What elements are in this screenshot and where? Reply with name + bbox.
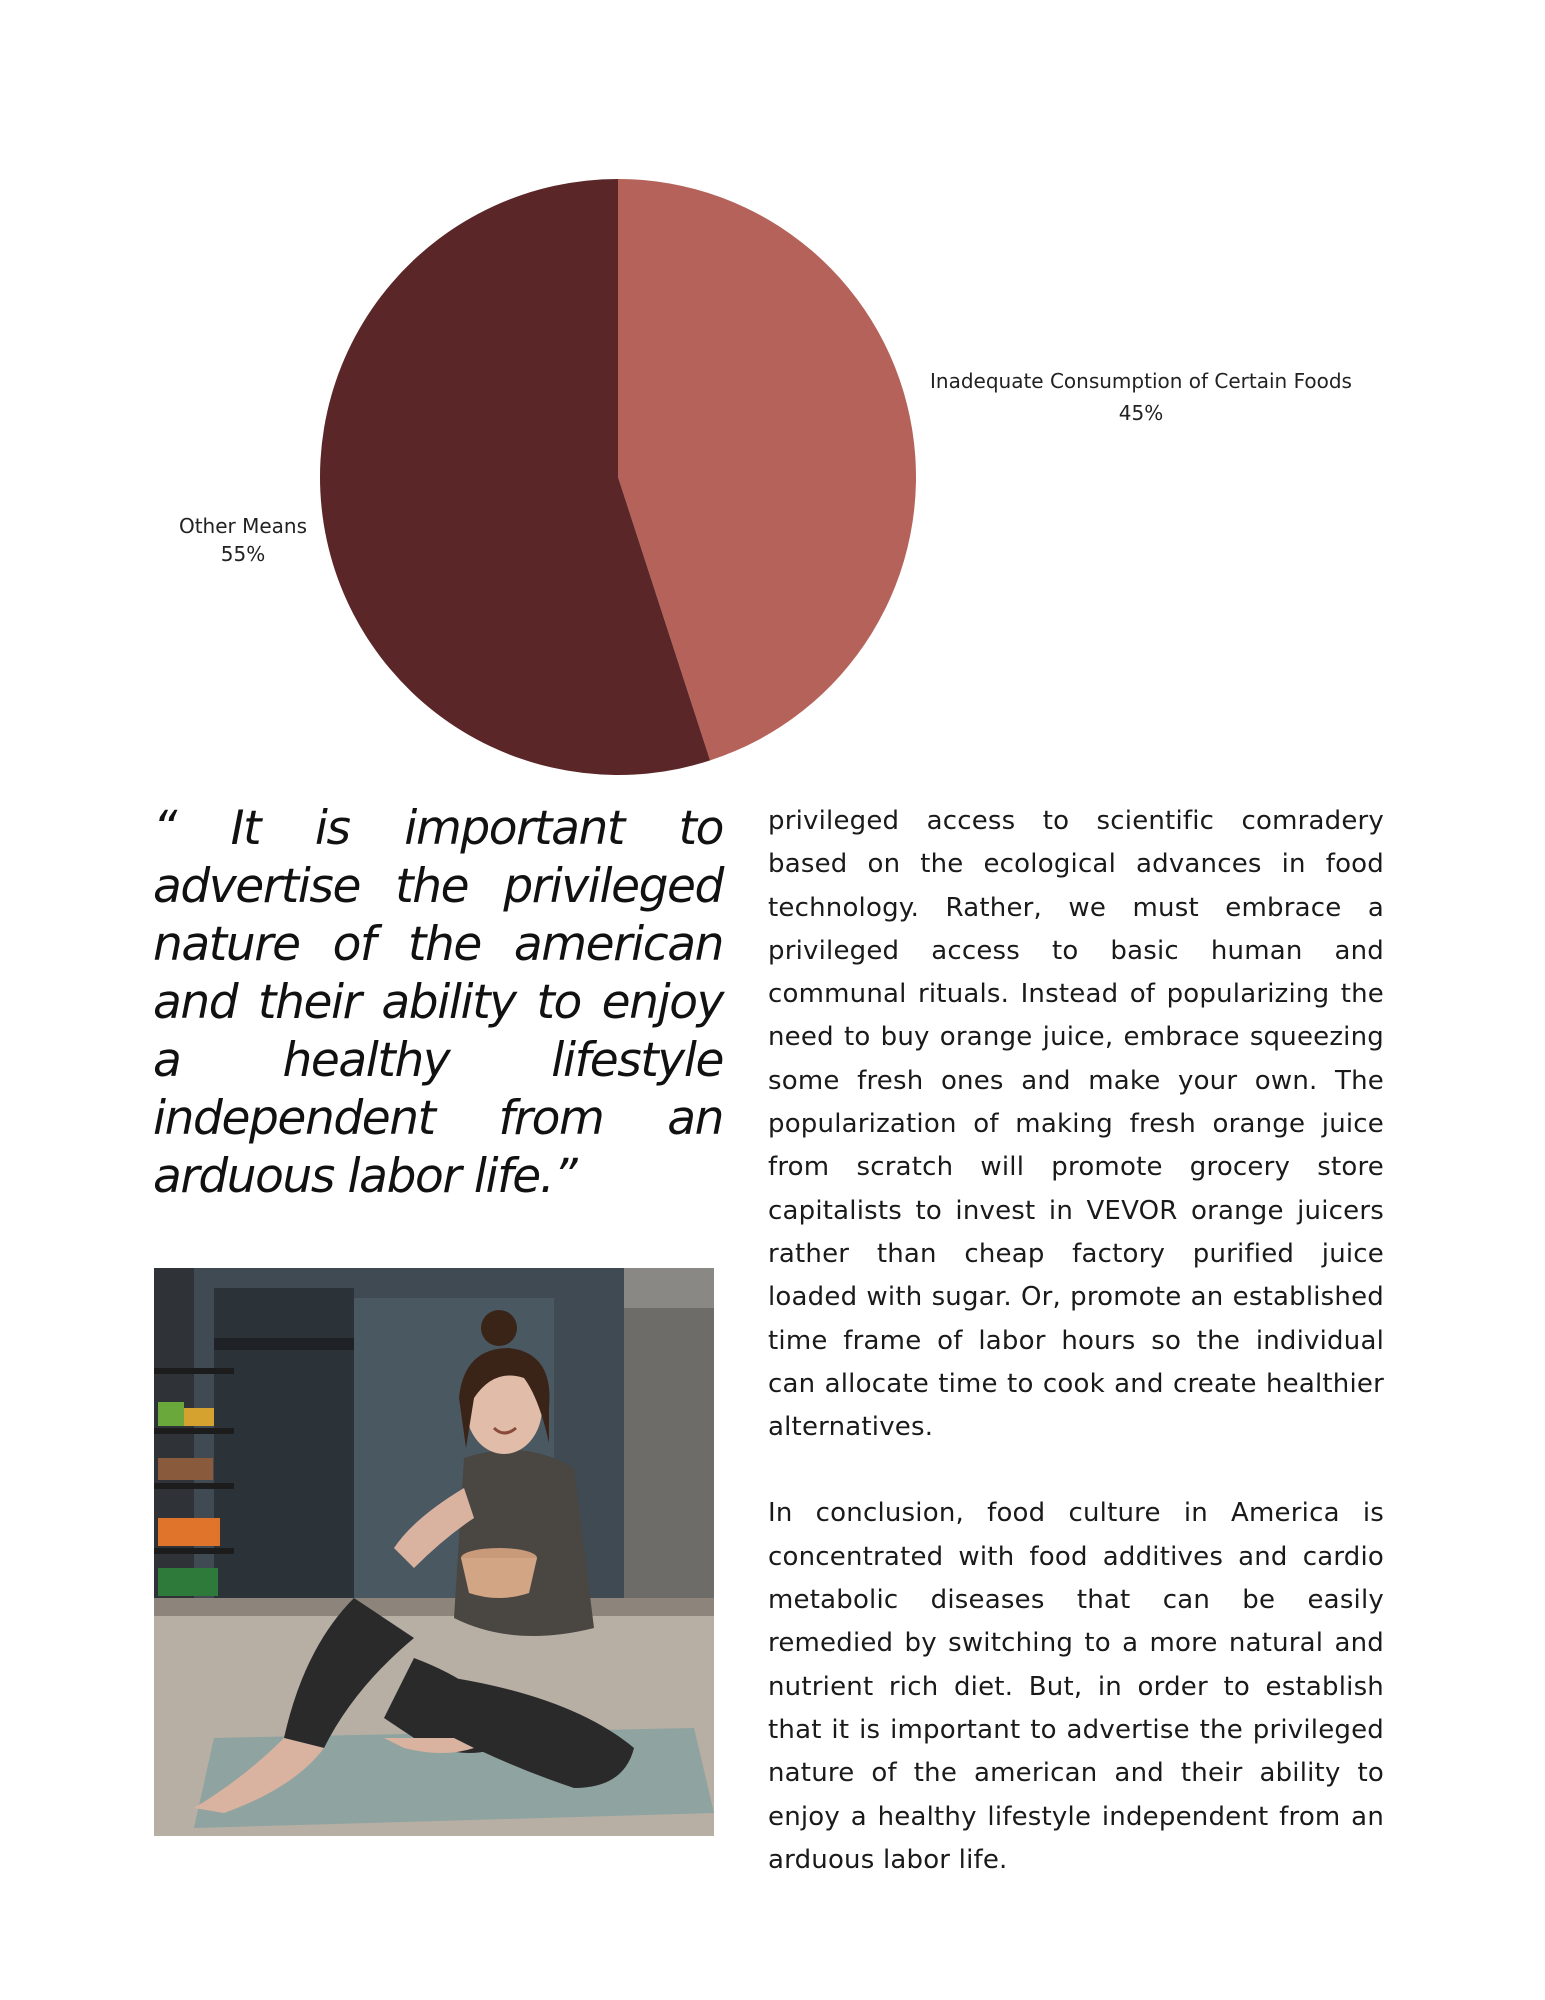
woman-eating-photo bbox=[154, 1268, 714, 1836]
body-paragraph: In conclusion, food culture in America is concentrated with food additives and cardio metabolic diseases that can be easily remedied by switching to a more natural and nutrient rich diet. But, in order to establish that it is important to advertise the privileged nature of the american and their ability to enjoy a healthy lifestyle independent from an arduous labor life. bbox=[768, 1498, 1384, 1875]
body-paragraph: privileged access to scientific comradery based on the ecological advances in food technology. Rather, we must embrace a privileged access to basic human and communal rituals. Instead of popularizing the need to buy orange juice, embrace squeezing some fresh ones and make your own. The popularization of making fresh orange juice from scratch will promote grocery store capitalists to invest in VEVOR orange juicers rather than cheap factory purified juice loaded with sugar. Or, promote an established time frame of labor hours so the individual can allocate time to cook and create healthier alternatives. bbox=[768, 806, 1384, 1443]
pie-chart bbox=[0, 0, 1545, 790]
slice-label-other-means: Other Means bbox=[178, 514, 308, 538]
pull-quote: “ It is important to advertise the privileged nature of the american and their ability to enjoy a healthy lifestyle independent from an arduous labor life.” bbox=[153, 801, 723, 1204]
slice-value-other-means: 55% bbox=[220, 542, 266, 566]
slice-label-inadequate-consumption: Inadequate Consumption of Certain Foods bbox=[930, 369, 1352, 393]
article-body bbox=[768, 800, 1384, 1882]
slice-value-inadequate-consumption: 45% bbox=[1118, 401, 1164, 425]
